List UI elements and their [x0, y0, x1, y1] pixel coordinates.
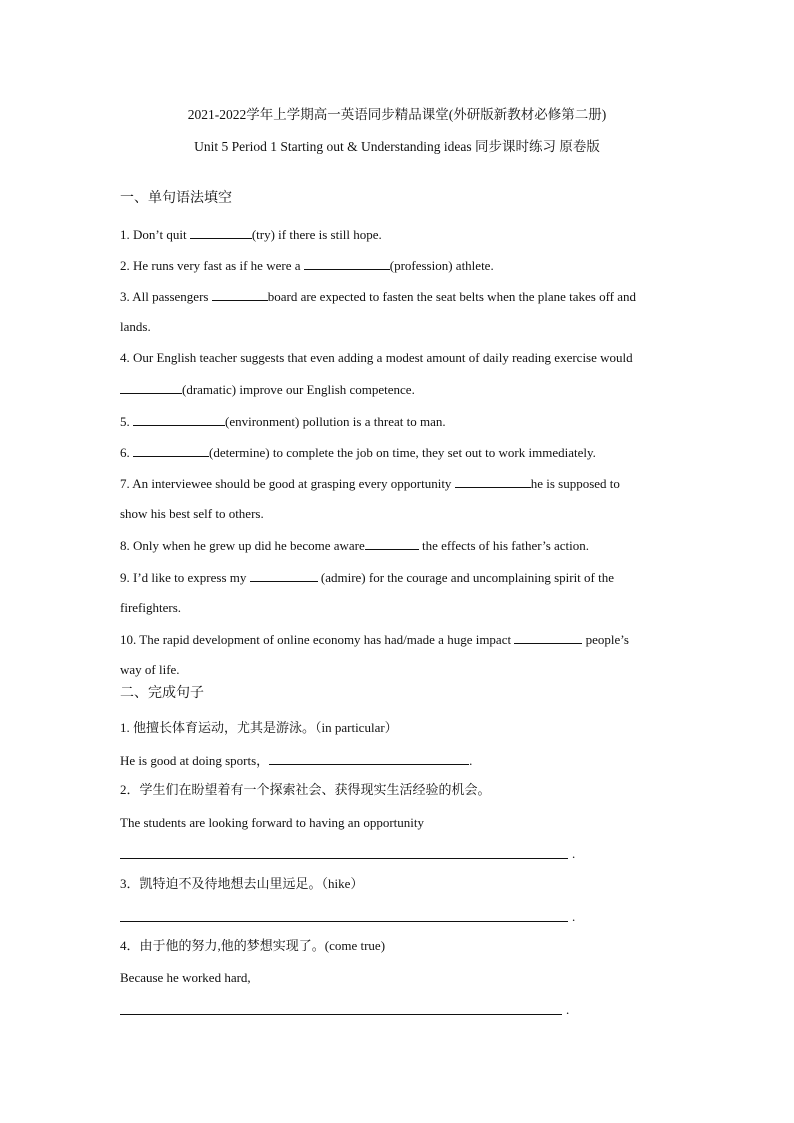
period-mark: . — [572, 846, 576, 861]
sentence-4-chinese: 4．由于他的努力,他的梦想实现了。(come true) — [120, 938, 386, 953]
question-9-continued: firefighters. — [120, 600, 182, 615]
answer-blank[interactable] — [365, 537, 419, 550]
answer-blank[interactable] — [269, 752, 469, 765]
question-10-continued: way of life. — [120, 662, 180, 677]
question-10: 10. The rapid development of online economy has had/made a huge impact people’s — [120, 632, 629, 647]
answer-blank[interactable] — [455, 475, 531, 488]
sentence-1-chinese: 1. 他擅长体育运动，尤其是游泳。（in particular） — [120, 720, 398, 735]
question-2: 2. He runs very fast as if he were a (profession) athlete. — [120, 258, 494, 273]
answer-blank[interactable] — [212, 288, 268, 301]
sentence-2-english: The students are looking forward to having an opportunity — [120, 815, 424, 830]
question-7-continued: show his best self to others. — [120, 506, 264, 521]
answer-line[interactable] — [120, 1014, 562, 1015]
question-6: 6. (determine) to complete the job on time, they set out to work immediately. — [120, 445, 596, 460]
answer-blank[interactable] — [514, 631, 582, 644]
answer-blank[interactable] — [304, 257, 390, 270]
sentence-3-chinese: 3．凯特迫不及待地想去山里远足。（hike） — [120, 876, 364, 891]
section1-heading: 一、单句语法填空 — [120, 191, 232, 206]
sentence-1-english: He is good at doing sports， . — [120, 753, 473, 768]
answer-blank[interactable] — [250, 569, 318, 582]
answer-blank[interactable] — [133, 444, 209, 457]
answer-blank[interactable] — [133, 413, 225, 426]
answer-blank[interactable] — [120, 381, 182, 394]
period-mark: . — [566, 1002, 570, 1017]
question-4: 4. Our English teacher suggests that even adding a modest amount of daily reading exercise would — [120, 350, 633, 365]
answer-line[interactable] — [120, 858, 568, 859]
section2-heading: 二、完成句子 — [120, 686, 204, 701]
question-1: 1. Don’t quit (try) if there is still hope. — [120, 227, 382, 242]
period-mark: . — [572, 909, 576, 924]
question-8: 8. Only when he grew up did he become aware the effects of his father’s action. — [120, 538, 590, 553]
question-7: 7. An interviewee should be good at grasping every opportunity he is supposed to — [120, 476, 620, 491]
sentence-4-english: Because he worked hard, — [120, 970, 251, 985]
question-5: 5. (environment) pollution is a threat to man. — [120, 414, 446, 429]
document-title: 2021-2022学年上学期高一英语同步精品课堂(外研版新教材必修第二册) — [187, 107, 607, 122]
document-subtitle: Unit 5 Period 1 Starting out & Understanding ideas 同步课时练习 原卷版 — [194, 139, 600, 154]
question-4-continued: (dramatic) improve our English competence. — [120, 381, 415, 398]
question-3: 3. All passengers board are expected to fasten the seat belts when the plane takes off and — [120, 289, 637, 304]
question-9: 9. I’d like to express my (admire) for the courage and uncomplaining spirit of the — [120, 570, 614, 585]
question-3-continued: lands. — [120, 319, 151, 334]
sentence-2-chinese: 2．学生们在盼望着有一个探索社会、获得现实生活经验的机会。 — [120, 782, 491, 797]
answer-blank[interactable] — [190, 226, 252, 239]
answer-line[interactable] — [120, 921, 568, 922]
